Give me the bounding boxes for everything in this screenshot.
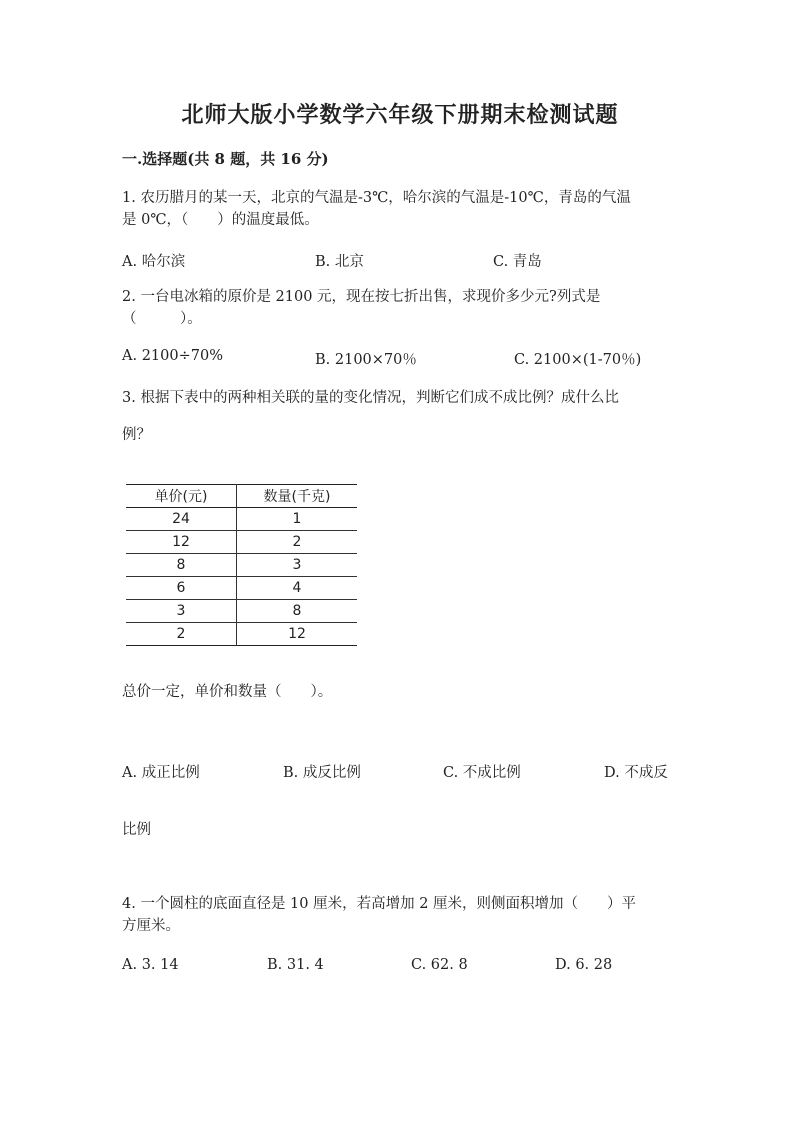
table-row — [126, 600, 357, 623]
table-cell-price: 8 — [126, 554, 237, 577]
table-row — [126, 577, 357, 600]
question-1-option-a: A. 哈尔滨 — [122, 254, 186, 270]
table-cell-price: 3 — [126, 600, 237, 623]
section-heading: 一.选择题(共 8 题，共 16 分) — [122, 150, 329, 168]
table-cell-quantity: 3 — [237, 554, 358, 577]
question-2-line-1: 2. 一台电冰箱的原价是 2100 元，现在按七折出售，求现价多少元?列式是 — [122, 289, 601, 305]
question-4-line-1: 4. 一个圆柱的底面直径是 10 厘米，若高增加 2 厘米，则侧面积增加（ ）平 — [122, 896, 637, 912]
question-4-option-a: A. 3. 14 — [122, 957, 179, 973]
price-quantity-table — [126, 484, 357, 646]
question-4-option-d: D. 6. 28 — [555, 957, 613, 973]
table-cell-price: 6 — [126, 577, 237, 600]
question-4-option-b: B. 31. 4 — [267, 957, 324, 973]
table-row — [126, 623, 357, 646]
table-row — [126, 508, 357, 531]
question-3-option-d: D. 不成反 — [604, 765, 668, 781]
question-3-option-c: C. 不成比例 — [443, 765, 521, 781]
question-3-option-d-wrap: 比例 — [122, 822, 151, 838]
table-row — [126, 531, 357, 554]
question-2-option-c: C. 2100×(1-70％) — [514, 352, 642, 368]
table-header-row — [126, 485, 357, 508]
question-2-option-b: B. 2100×70％ — [315, 352, 417, 368]
table-cell-quantity: 8 — [237, 600, 358, 623]
question-1-option-c: C. 青岛 — [493, 254, 542, 270]
table-cell-quantity: 4 — [237, 577, 358, 600]
question-3-line-2: 例？ — [122, 427, 151, 443]
table-cell-price: 12 — [126, 531, 237, 554]
table-cell-quantity: 12 — [237, 623, 358, 646]
question-4-option-c: C. 62. 8 — [411, 957, 468, 973]
table-row — [126, 554, 357, 577]
table-cell-price: 2 — [126, 623, 237, 646]
question-1-line-2: 是 0℃，（ ）的温度最低。 — [122, 212, 319, 228]
table-header-unit-price: 单价(元) — [126, 485, 237, 508]
question-3-option-a: A. 成正比例 — [122, 765, 200, 781]
question-1-option-b: B. 北京 — [315, 254, 364, 270]
question-3-option-b: B. 成反比例 — [283, 765, 361, 781]
question-1-line-1: 1. 农历腊月的某一天，北京的气温是-3℃，哈尔滨的气温是-10℃，青岛的气温 — [122, 190, 631, 206]
table-cell-price: 24 — [126, 508, 237, 531]
table-cell-quantity: 2 — [237, 531, 358, 554]
table-cell-quantity: 1 — [237, 508, 358, 531]
question-2-option-a: A. 2100÷70% — [122, 348, 223, 364]
question-3-stem: 总价一定，单价和数量（ ）。 — [122, 684, 333, 700]
question-2-line-2: （ ）。 — [122, 311, 202, 327]
question-3-line-1: 3. 根据下表中的两种相关联的量的变化情况，判断它们成不成比例？成什么比 — [122, 390, 619, 406]
page-title: 北师大版小学数学六年级下册期末检测试题 — [181, 102, 619, 128]
table-header-quantity: 数量(千克) — [237, 485, 358, 508]
question-4-line-2: 方厘米。 — [122, 918, 180, 934]
